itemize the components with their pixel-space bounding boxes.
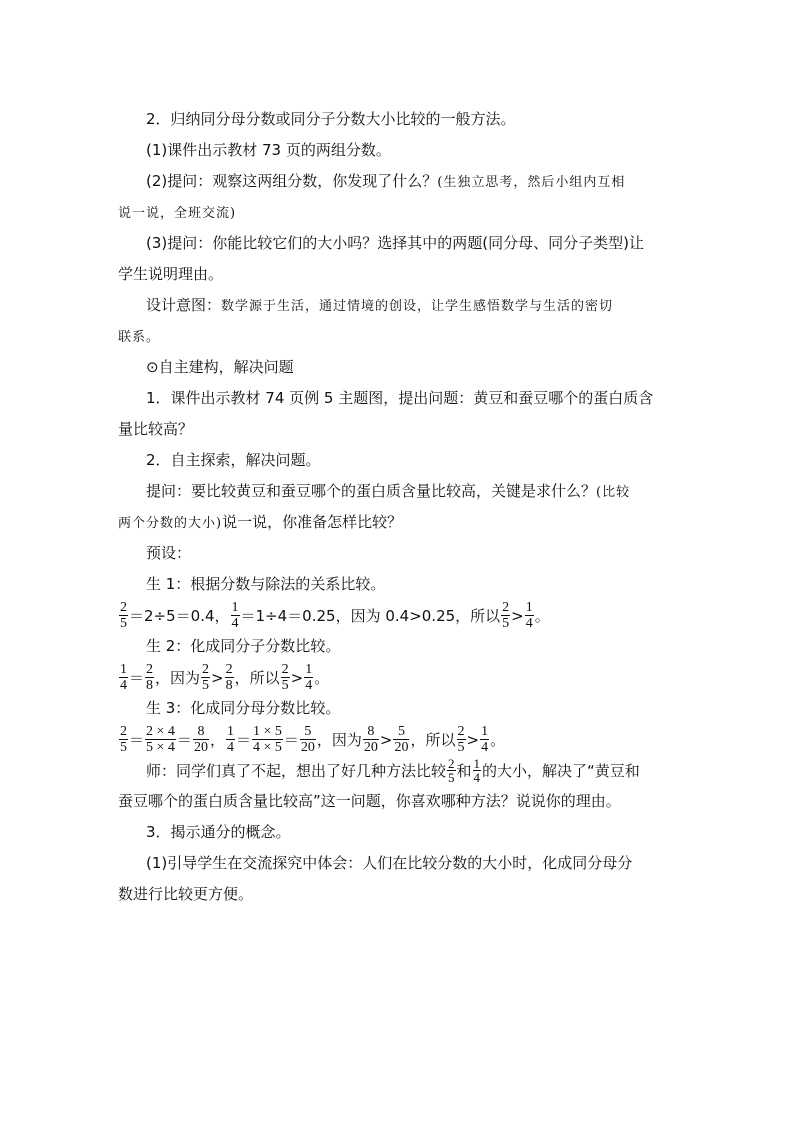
teacher-text: 师：同学们真了不起，想出了好几种方法比较 bbox=[146, 762, 447, 780]
paragraph-guide-students: (1)引导学生在交流探究中体会：人们在比较分数的大小时，化成同分母分 bbox=[146, 854, 633, 872]
document-body bbox=[118, 104, 678, 910]
math-text: ，因为 bbox=[155, 669, 201, 687]
math-line-same-numerator bbox=[118, 662, 678, 693]
key-question-note: (比较 bbox=[596, 485, 631, 500]
fraction: $\frac{2}{5}$ bbox=[120, 600, 127, 631]
paragraph-design-intent-cont bbox=[118, 321, 678, 352]
math-text: ＝ bbox=[283, 731, 299, 749]
teaching-note-cont: 说一说，全班交流) bbox=[118, 206, 237, 221]
student-3-method: 生 3：化成同分母分数比较。 bbox=[146, 699, 341, 717]
design-intent-text: 数学源于生活，通过情境的创设，让学生感悟数学与生活的密切 bbox=[221, 299, 614, 314]
fraction: $\frac{1}{4}$ bbox=[481, 724, 489, 755]
math-text: ，因为 bbox=[316, 731, 362, 749]
math-text: > bbox=[466, 730, 480, 749]
math-text: ＝2÷5＝0.4， bbox=[129, 607, 230, 625]
math-text: 。 bbox=[314, 669, 330, 687]
teacher-text: 的大小，解决了“黄豆和 bbox=[482, 762, 640, 780]
fraction: $\frac{1}{4}$ bbox=[525, 600, 533, 631]
fraction: $\frac{2}{5}$ bbox=[448, 756, 455, 785]
fraction: $\frac{2}{5}$ bbox=[202, 662, 210, 693]
paragraph-design-intent bbox=[118, 290, 678, 321]
design-intent-text-cont: 联系。 bbox=[118, 330, 161, 345]
paragraph-question-compare-cont: 学生说明理由。 bbox=[118, 265, 224, 283]
paragraph-courseware-74-cont: 量比较高？ bbox=[118, 420, 194, 438]
fraction: $\frac{2}{8}$ bbox=[146, 662, 154, 693]
paragraph-step-2-explore: 2．自主探索，解决问题。 bbox=[146, 451, 321, 469]
math-text: ， bbox=[209, 731, 225, 749]
fraction: $\frac{1}{4}$ bbox=[305, 662, 313, 693]
fraction: $\frac{2}{5}$ bbox=[120, 724, 127, 755]
fraction: $\frac{5}{20}$ bbox=[300, 724, 315, 755]
question-text: (2)提问：观察这两组分数，你发现了什么？ bbox=[146, 172, 438, 190]
fraction: $\frac{1}{4}$ bbox=[473, 756, 481, 785]
paragraph-courseware-73: (1)课件出示教材 73 页的两组分数。 bbox=[146, 141, 391, 159]
fraction: $\frac{2}{5}$ bbox=[502, 600, 510, 631]
math-text: ，所以 bbox=[234, 669, 280, 687]
fraction: $\frac{1}{4}$ bbox=[120, 662, 127, 693]
key-question-text-cont: 说一说，你准备怎样比较？ bbox=[222, 513, 403, 531]
paragraph-guide-students-cont: 数进行比较更方便。 bbox=[118, 885, 254, 903]
fraction: $\frac{2}{5}$ bbox=[281, 662, 289, 693]
math-text: > bbox=[379, 730, 393, 749]
student-1-method: 生 1：根据分数与除法的关系比较。 bbox=[146, 575, 386, 593]
fraction: $\frac{2}{5}$ bbox=[457, 724, 465, 755]
paragraph-step-3-reveal: 3．揭示通分的概念。 bbox=[146, 823, 291, 841]
math-text: ＝ bbox=[129, 731, 145, 749]
fraction: $\frac{1}{4}$ bbox=[226, 724, 234, 755]
fraction: $\frac{1}{4}$ bbox=[231, 600, 239, 631]
paragraph-teacher-praise bbox=[118, 755, 678, 786]
math-text: > bbox=[290, 668, 304, 687]
math-text: ＝1÷4＝0.25，因为 0.4>0.25，所以 bbox=[240, 607, 501, 625]
math-text: ，所以 bbox=[410, 731, 456, 749]
math-text: 。 bbox=[490, 731, 506, 749]
math-text: ＝ bbox=[176, 731, 192, 749]
paragraph-step-2-title: 2．归纳同分母分数或同分子分数大小比较的一般方法。 bbox=[146, 110, 516, 128]
key-question-text: 提问：要比较黄豆和蚕豆哪个的蛋白质含量比较高，关键是求什么？ bbox=[146, 482, 597, 500]
fraction: $\frac{8}{20}$ bbox=[193, 724, 208, 755]
math-text: 。 bbox=[534, 607, 550, 625]
key-question-note-cont: 两个分数的大小) bbox=[118, 516, 223, 531]
paragraph-key-question-cont bbox=[118, 507, 678, 538]
fraction: $\frac{1 \times 5}{4 \times 5}$ bbox=[252, 724, 282, 755]
math-text: ＝ bbox=[129, 669, 145, 687]
fraction: $\frac{2 \times 4}{5 \times 4}$ bbox=[146, 724, 175, 755]
paragraph-question-observe bbox=[118, 166, 678, 197]
teaching-note: (生独立思考，然后小组内互相 bbox=[437, 175, 626, 190]
section-heading-self-construct: ⊙自主建构，解决问题 bbox=[146, 358, 294, 376]
math-text: > bbox=[211, 668, 224, 687]
paragraph-preset: 预设： bbox=[146, 544, 192, 562]
math-text: ＝ bbox=[235, 731, 251, 749]
student-2-method: 生 2：化成同分子分数比较。 bbox=[146, 637, 341, 655]
teacher-text: 和 bbox=[456, 762, 472, 780]
paragraph-question-observe-cont bbox=[118, 197, 678, 228]
fraction: $\frac{5}{20}$ bbox=[394, 724, 409, 755]
paragraph-teacher-praise-cont: 蚕豆哪个的蛋白质含量比较高”这一问题，你喜欢哪种方法？说说你的理由。 bbox=[118, 792, 621, 810]
paragraph-key-question bbox=[118, 476, 678, 507]
fraction: $\frac{8}{20}$ bbox=[363, 724, 378, 755]
math-line-division bbox=[118, 600, 678, 631]
design-intent-label: 设计意图： bbox=[146, 296, 222, 314]
fraction: $\frac{2}{8}$ bbox=[225, 662, 233, 693]
paragraph-question-compare: (3)提问：你能比较它们的大小吗？选择其中的两题(同分母、同分子类型)让 bbox=[146, 234, 644, 252]
math-text: > bbox=[511, 606, 524, 625]
math-line-same-denominator bbox=[118, 724, 678, 755]
paragraph-courseware-74: 1．课件出示教材 74 页例 5 主题图，提出问题：黄豆和蚕豆哪个的蛋白质含 bbox=[146, 389, 654, 407]
